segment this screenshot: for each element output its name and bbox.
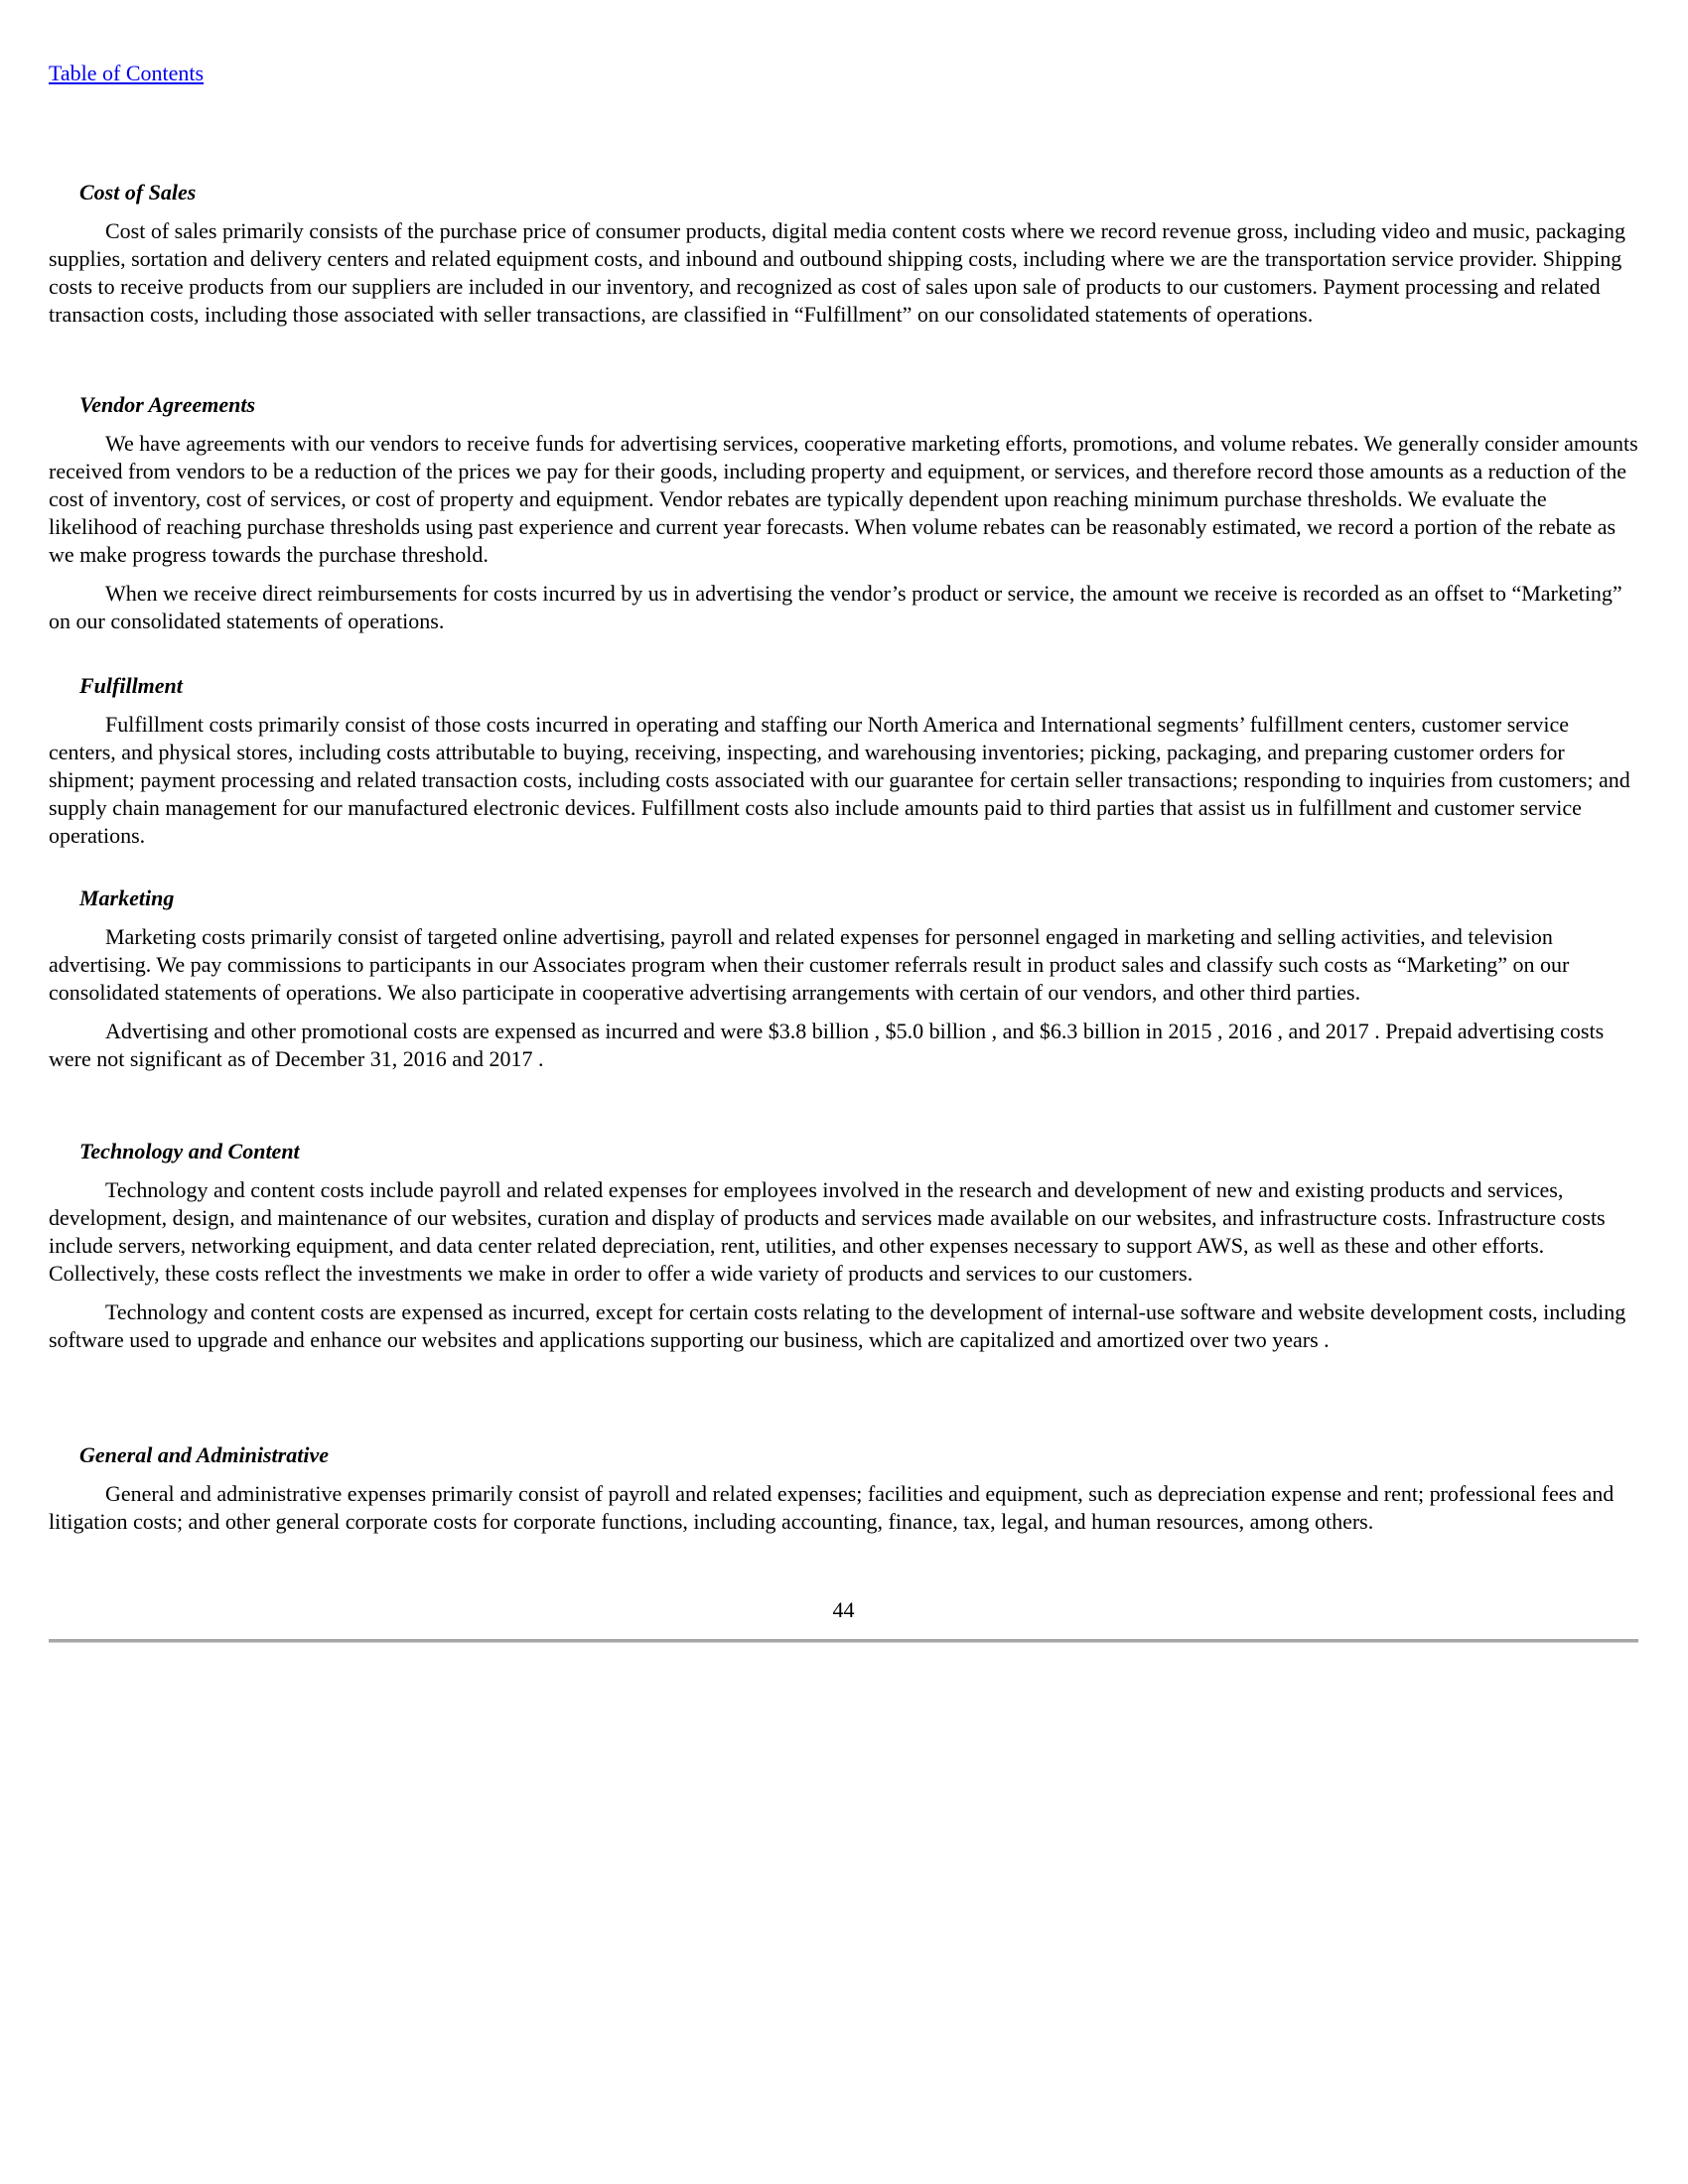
section-paragraph: Marketing costs primarily consist of targeted online advertising, payroll and related expenses for personnel engaged in marketing and selling activities, and television advertising. We pay commissions to participants in our Associates program when their customer referrals result in product sales and classify such costs as “Marketing” on our consolidated statements of operations. We also participate in cooperative advertising arrangements with certain of our vendors, and other third parties.: [49, 924, 1570, 1005]
section-heading: Technology and Content: [79, 1139, 300, 1163]
section-technology-and-content: [49, 1138, 1638, 1365]
section-vendor-agreements: [49, 391, 1638, 646]
section-paragraph: Cost of sales primarily consists of the purchase price of consumer products, digital media content costs where we record revenue gross, including video and music, packaging supplies, sortation and delivery centers and related equipment costs, and inbound and outbound shipping costs, including where we are the transportation service provider. Shipping costs to receive products from our suppliers are included in our inventory, and recognized as cost of sales upon sale of products to our customers. Payment processing and related transaction costs, including those associated with seller transactions, are classified in “Fulfillment” on our consolidated statements of operations.: [49, 218, 1626, 327]
section-heading: General and Administrative: [79, 1442, 329, 1467]
page-number: 44: [832, 1597, 855, 1622]
section-cost-of-sales: [49, 179, 1638, 340]
section-paragraph: General and administrative expenses primarily consist of payroll and related expenses; facilities and equipment, such as depreciation expense and rent; professional fees and litigation costs; and other general corporate costs for corporate functions, including accounting, finance, tax, legal, and human resources, among others.: [49, 1481, 1615, 1534]
section-paragraph: Fulfillment costs primarily consist of those costs incurred in operating and staffing our North America and International segments’ fulfillment centers, customer service centers, and physical stores, including costs attributable to buying, receiving, inspecting, and warehousing inventories; picking, packaging, and preparing customer orders for shipment; payment processing and related transaction costs, including costs associated with our guarantee for certain seller transactions; responding to inquiries from customers; and supply chain management for our manufactured electronic devices. Fulfillment costs also include amounts paid to third parties that assist us in fulfillment and customer service operations.: [49, 712, 1630, 848]
page-divider: [49, 1639, 1638, 1643]
section-paragraph: When we receive direct reimbursements for costs incurred by us in advertising the vendor’s product or service, the amount we receive is recorded as an offset to “Marketing” on our consolidated statements of operations.: [49, 581, 1622, 633]
table-of-contents-link[interactable]: Table of Contents: [49, 61, 205, 85]
section-paragraph: We have agreements with our vendors to receive funds for advertising services, cooperative marketing efforts, promotions, and volume rebates. We generally consider amounts received from vendors to be a reduction of the prices we pay for their goods, including property and equipment, or services, and therefore record those amounts as a reduction of the cost of inventory, cost of services, or cost of property and equipment. Vendor rebates are typically dependent upon reaching minimum purchase thresholds. We evaluate the likelihood of reaching purchase thresholds using past experience and current year forecasts. When volume rebates can be reasonably estimated, we record a portion of the rebate as we make progress towards the purchase threshold.: [49, 431, 1638, 567]
section-heading: Fulfillment: [79, 673, 183, 698]
section-paragraph: Technology and content costs are expensed as incurred, except for certain costs relating to the development of internal-use software and website development costs, including software used to upgrade and enhance our websites and applications supporting our business, which are capitalized and amortized over two years .: [49, 1299, 1626, 1352]
section-paragraph: Technology and content costs include payroll and related expenses for employees involved in the research and development of new and existing products and services, development, design, and maintenance of our websites, curation and display of products and services made available on our websites, and infrastructure costs. Infrastructure costs include servers, networking equipment, and data center related depreciation, rent, utilities, and other expenses necessary to support AWS, as well as these and other efforts. Collectively, these costs reflect the investments we make in order to offer a wide variety of products and services to our customers.: [49, 1177, 1606, 1286]
section-paragraph: Advertising and other promotional costs are expensed as incurred and were $3.8 billion , $5.0 billion , and $6.3 billion in 2015 , 2016 , and 2017 . Prepaid advertising costs were not significant as of December 31, 2016 and 2017 .: [49, 1019, 1605, 1071]
section-heading: Vendor Agreements: [79, 392, 256, 417]
section-heading: Cost of Sales: [79, 180, 197, 205]
section-general-and-administrative: [49, 1441, 1638, 1547]
section-fulfillment: [49, 672, 1638, 861]
section-heading: Marketing: [79, 886, 175, 910]
section-marketing: [49, 885, 1638, 1084]
